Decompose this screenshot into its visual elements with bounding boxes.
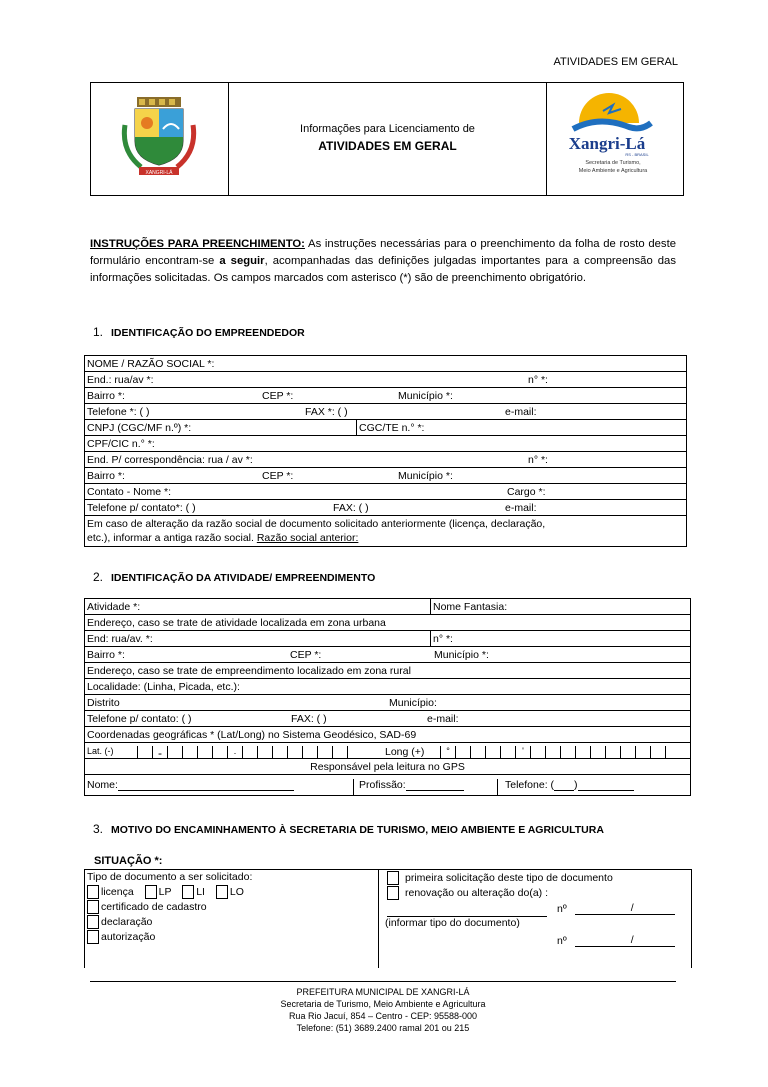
- label-zona-urbana: Endereço, caso se trate de atividade localizada em zona urbana: [85, 615, 691, 631]
- logo-secretaria-text: Secretaria de Turismo,: [585, 160, 641, 166]
- footer-line-2: Secretaria de Turismo, Meio Ambiente e Agricultura: [280, 999, 486, 1009]
- instructions-lead: INSTRUÇÕES PARA PREENCHIMENTO:: [90, 238, 305, 250]
- header-subtitle: Informações para Licenciamento de: [300, 123, 475, 135]
- field-distrito-municipio[interactable]: Distrito Município:: [85, 695, 691, 711]
- header-title: ATIVIDADES EM GERAL: [318, 139, 457, 153]
- footer-line-1: PREFEITURA MUNICIPAL DE XANGRI-LÁ: [296, 987, 470, 997]
- checkbox-lp[interactable]: [145, 885, 157, 899]
- xangri-la-logo: [559, 89, 669, 179]
- field-atividade[interactable]: Atividade *:: [85, 599, 431, 615]
- crest-banner-text: XANGRI-LÁ: [145, 170, 173, 176]
- section-3-number: 3.: [93, 822, 104, 836]
- option-certificado[interactable]: certificado de cadastro: [87, 900, 207, 914]
- brand-cell: [547, 83, 683, 195]
- checkbox-licenca[interactable]: [87, 885, 99, 899]
- field-endereco[interactable]: End.: rua/av *: n° *:: [85, 372, 687, 388]
- option-declaracao[interactable]: declaração: [87, 915, 152, 929]
- instructions-paragraph: [90, 236, 676, 287]
- label-tipo-documento: Tipo de documento a ser solicitado:: [87, 871, 253, 883]
- option-primeira-solicitacao[interactable]: primeira solicitação deste tipo de documento: [387, 871, 613, 885]
- checkbox-li[interactable]: [182, 885, 194, 899]
- field-bairro-cep-municipio-atividade[interactable]: Bairro *: CEP *: Município *:: [85, 647, 691, 663]
- instructions-text-b: , acompanhadas das definições julgadas importantes para a compreensão das informações solicitadas. Os campos marcados com asterisco (*) são de preenchimento obrigatório.: [90, 255, 676, 284]
- empreendedor-table: [84, 355, 687, 547]
- section-2-title: [93, 570, 375, 584]
- section-2-title-text: IDENTIFICAÇÃO DA ATIVIDADE/ EMPREENDIMENTO: [111, 572, 376, 584]
- checkbox-lo[interactable]: [216, 885, 228, 899]
- label-informar-tipo: (informar tipo do documento): [385, 917, 520, 929]
- section-1-number: 1.: [93, 325, 104, 339]
- checkbox-renovacao[interactable]: [387, 886, 399, 900]
- situacao-label: SITUAÇÃO *:: [94, 855, 163, 867]
- footer: [90, 986, 676, 1034]
- field-cgc-te[interactable]: CGC/TE n.° *:: [357, 420, 687, 436]
- section-2-number: 2.: [93, 570, 104, 584]
- option-licenca[interactable]: licença LP LI LO: [87, 885, 244, 899]
- section-1-title: [93, 325, 305, 339]
- field-endereco-atividade[interactable]: End: rua/av. *:: [85, 631, 431, 647]
- field-localidade[interactable]: Localidade: (Linha, Picada, etc.):: [85, 679, 691, 695]
- field-numero-atividade[interactable]: n° *:: [431, 631, 691, 647]
- situacao-box: [84, 869, 692, 968]
- header-box: [90, 82, 684, 196]
- section-3-title-text: MOTIVO DO ENCAMINHAMENTO À SECRETARIA DE TURISMO, MEIO AMBIENTE E AGRICULTURA: [111, 824, 604, 836]
- section-1-title-text: IDENTIFICAÇÃO DO EMPREENDEDOR: [111, 327, 305, 339]
- field-nome-razao-social[interactable]: NOME / RAZÃO SOCIAL *:: [85, 356, 687, 372]
- logo-country-text: RS - BRASIL: [625, 152, 649, 157]
- field-lat-long-grid[interactable]: Lat. (-) - . Long (+) ° ': [85, 743, 691, 759]
- option-renovacao[interactable]: renovação ou alteração do(a) :: [387, 886, 548, 900]
- input-tipo-documento[interactable]: [387, 902, 547, 917]
- field-cpf[interactable]: CPF/CIC n.° *:: [85, 436, 687, 452]
- field-telefone-fax-email[interactable]: Telefone *: ( ) FAX *: ( ) e-mail:: [85, 404, 687, 420]
- checkbox-primeira[interactable]: [387, 871, 399, 885]
- title-cell: [229, 83, 547, 195]
- logo-secretaria-text-2: Meio Ambiente e Agricultura: [578, 168, 648, 174]
- logo-brand-text: Xangri-Lá: [568, 134, 646, 153]
- checkbox-declaracao[interactable]: [87, 915, 99, 929]
- label-coordenadas: Coordenadas geográficas * (Lat/Long) no Sistema Geodésico, SAD-69: [85, 727, 691, 743]
- field-bairro-cep-municipio-2[interactable]: Bairro *: CEP *: Município *:: [85, 468, 687, 484]
- numero-line-2[interactable]: nº /: [557, 934, 675, 947]
- footer-line-3: Rua Rio Jacuí, 854 – Centro - CEP: 95588-000: [288, 1011, 478, 1021]
- footer-divider: [90, 981, 676, 982]
- field-contato-cargo[interactable]: Contato - Nome *: Cargo *:: [85, 484, 687, 500]
- instructions-bold: a seguir: [219, 255, 265, 267]
- field-nome-fantasia[interactable]: Nome Fantasia:: [431, 599, 691, 615]
- numero-line-1[interactable]: nº /: [557, 902, 675, 915]
- atividade-table: [84, 598, 691, 796]
- municipal-crest-logo: [119, 95, 199, 179]
- field-telefone-contato-atividade[interactable]: Telefone p/ contato: ( ) FAX: ( ) e-mail:: [85, 711, 691, 727]
- checkbox-autorizacao[interactable]: [87, 930, 99, 944]
- label-responsavel-gps: Responsável pela leitura no GPS: [85, 759, 691, 775]
- field-nome-profissao-telefone[interactable]: Nome: Profissão: Telefone: ( ): [85, 775, 691, 796]
- checkbox-certificado[interactable]: [87, 900, 99, 914]
- footer-line-4: Telefone: (51) 3689.2400 ramal 201 ou 215: [296, 1023, 470, 1033]
- option-autorizacao[interactable]: autorização: [87, 930, 155, 944]
- field-cnpj[interactable]: CNPJ (CGC/MF n.º) *:: [85, 420, 357, 436]
- page-header-label: ATIVIDADES EM GERAL: [553, 56, 678, 68]
- section-3-title: [93, 822, 604, 836]
- field-bairro-cep-municipio[interactable]: Bairro *: CEP *: Município *:: [85, 388, 687, 404]
- instructions-text-a: As instruções necessárias para o preenchimento da folha de rosto deste formulário encontram-se: [90, 238, 676, 267]
- field-telefone-contato[interactable]: Telefone p/ contato*: ( ) FAX: ( ) e-mail:: [85, 500, 687, 516]
- crest-cell: [91, 83, 229, 195]
- field-endereco-correspondencia[interactable]: End. P/ correspondência: rua / av *: n° *:: [85, 452, 687, 468]
- label-zona-rural: Endereço, caso se trate de empreendimento localizado em zona rural: [85, 663, 691, 679]
- field-razao-social-anterior[interactable]: Em caso de alteração da razão social de documento solicitado anteriormente (licença, declaração, etc.), informar a antiga razão social. Razão social anterior:: [85, 516, 687, 547]
